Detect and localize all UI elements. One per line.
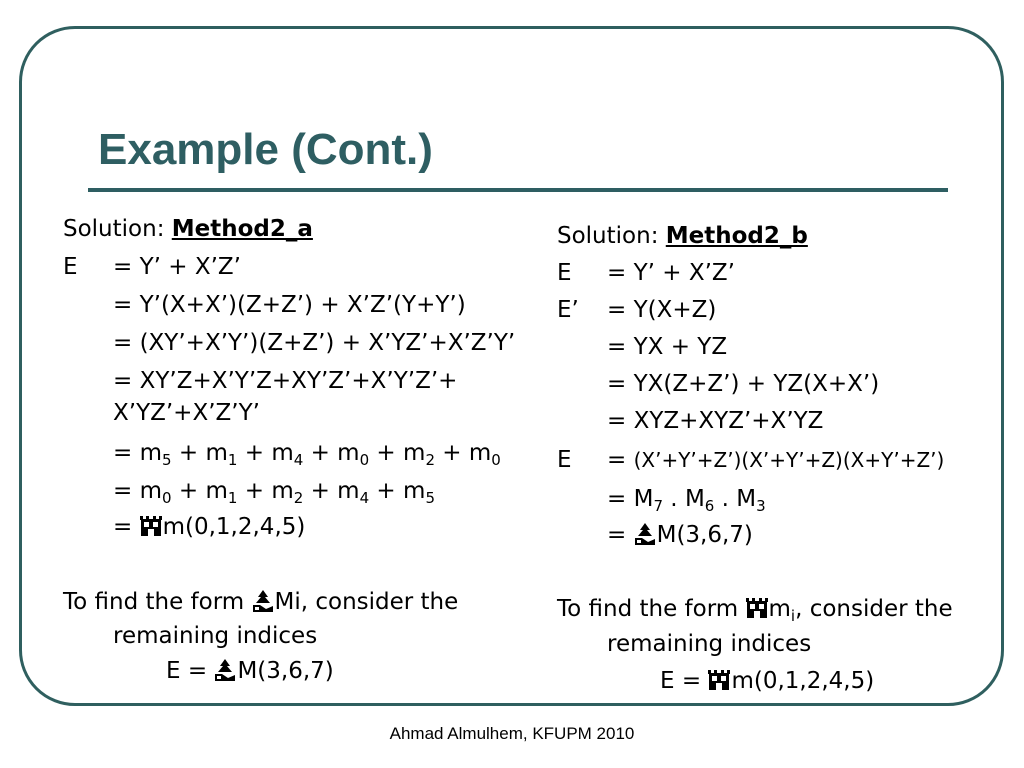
term-symbol: M xyxy=(684,486,705,512)
method-name: Method2_a xyxy=(171,216,313,242)
slide-title: Example (Cont.) xyxy=(98,125,433,174)
left-minterms-2 xyxy=(113,475,435,507)
method-name: Method2_b xyxy=(665,223,808,249)
result-eq: E = xyxy=(660,668,709,694)
right-line-6 xyxy=(607,444,944,476)
term-symbol: m xyxy=(271,478,294,504)
term-symbol: m xyxy=(139,478,162,504)
sigma-icon xyxy=(140,515,162,537)
term-subscript: 4 xyxy=(359,489,370,507)
term-subscript: 0 xyxy=(162,489,172,507)
pi-icon xyxy=(634,523,656,545)
eq-sign: = xyxy=(113,440,140,466)
left-column xyxy=(63,213,543,693)
eq-sign: = xyxy=(113,514,140,540)
sum-expression: m(0,1,2,4,5) xyxy=(162,514,306,540)
term-separator: . xyxy=(663,486,685,512)
right-remaining-line: remaining indices xyxy=(607,631,812,657)
find-text: To find the form xyxy=(557,596,746,622)
solution-label: Solution: xyxy=(63,216,172,242)
right-solution-line xyxy=(557,220,808,252)
left-remaining-line: remaining indices xyxy=(113,623,318,649)
term-subscript: 1 xyxy=(227,451,238,469)
right-maxterms xyxy=(607,483,766,515)
term-subscript: 1 xyxy=(227,489,238,507)
left-line-3: = (XY’+X’Y’)(Z+Z’) + X’YZ’+X’Z’Y’ xyxy=(113,330,516,356)
pi-icon xyxy=(252,590,274,612)
term-subscript: 3 xyxy=(756,497,766,515)
term-symbol: m xyxy=(139,440,162,466)
term-subscript: 4 xyxy=(293,451,304,469)
term-subscript: 7 xyxy=(653,497,663,515)
term-separator: + xyxy=(434,440,469,466)
prod-expression: M(3,6,7) xyxy=(656,522,753,548)
left-find-line xyxy=(63,586,458,618)
title-underline xyxy=(88,188,948,192)
right-line-2-var: E’ xyxy=(557,297,579,323)
term-symbol: m xyxy=(337,478,360,504)
right-line-3: = YX + YZ xyxy=(607,334,728,360)
left-line-2: = Y’(X+X’)(Z+Z’) + X’Z’(Y+Y’) xyxy=(113,292,466,318)
term-separator: + xyxy=(369,440,404,466)
sigma-icon xyxy=(708,669,730,691)
term-symbol: m xyxy=(468,440,492,466)
term-separator: + xyxy=(237,478,272,504)
term-symbol: m xyxy=(403,440,426,466)
maxterm-product: (X’+Y’+Z’)(X’+Y’+Z)(X+Y’+Z’) xyxy=(633,448,945,472)
term-separator: + xyxy=(369,478,404,504)
left-minterms-1 xyxy=(113,437,501,469)
right-result-line xyxy=(660,665,874,697)
right-line-2-expr: = Y(X+Z) xyxy=(607,297,717,323)
left-line-4a: = XY’Z+X’Y’Z+XY’Z’+X’Y’Z’+ xyxy=(113,368,458,394)
left-line-1-expr: = Y’ + X’Z’ xyxy=(113,254,241,280)
term-subscript: 5 xyxy=(425,489,435,507)
minterm-list xyxy=(139,478,435,507)
term-separator: + xyxy=(303,440,338,466)
term-symbol: m xyxy=(205,440,228,466)
slide-footer: Ahmad Almulhem, KFUPM 2010 xyxy=(389,724,635,743)
term-separator: + xyxy=(171,440,206,466)
maxterm-list xyxy=(633,486,766,515)
right-line-1-expr: = Y’ + X’Z’ xyxy=(607,260,735,286)
right-line-4: = YX(Z+Z’) + YZ(X+X’) xyxy=(607,371,880,397)
result-eq: E = xyxy=(166,658,215,684)
right-column xyxy=(557,220,997,700)
result-expression: M(3,6,7) xyxy=(237,658,334,684)
expr-var: E xyxy=(63,254,78,280)
sigma-icon xyxy=(746,597,768,619)
find-text: To find the form xyxy=(63,589,252,615)
term-symbol: m xyxy=(337,440,360,466)
find-text-end: Mi, consider the xyxy=(274,589,459,615)
left-solution-line xyxy=(63,213,313,245)
left-line-1 xyxy=(63,251,78,283)
term-subscript: 2 xyxy=(293,489,304,507)
result-expression: m(0,1,2,4,5) xyxy=(731,668,875,694)
term-subscript: 2 xyxy=(425,451,435,469)
pi-icon xyxy=(214,659,236,681)
term-symbol: M xyxy=(736,486,757,512)
left-line-4b: X’YZ’+X’Z’Y’ xyxy=(113,400,260,426)
eq-sign: = xyxy=(607,522,634,548)
term-symbol: M xyxy=(633,486,654,512)
find-subscript: i xyxy=(790,607,796,625)
term-separator: + xyxy=(237,440,272,466)
term-subscript: 5 xyxy=(162,451,172,469)
left-sum-line xyxy=(113,511,305,543)
term-separator: + xyxy=(171,478,206,504)
right-find-line xyxy=(557,593,953,625)
term-subscript: 0 xyxy=(359,451,370,469)
eq-sign: = xyxy=(607,486,634,512)
term-symbol: m xyxy=(271,440,294,466)
right-line-5: = XYZ+XYZ’+X’YZ xyxy=(607,408,824,434)
term-separator: . xyxy=(714,486,737,512)
find-m: m xyxy=(768,596,791,622)
right-line-6-var: E xyxy=(557,447,572,473)
right-prod-line xyxy=(607,519,753,551)
eq-sign: = xyxy=(607,447,634,473)
find-text-end: , consider the xyxy=(795,596,953,622)
term-symbol: m xyxy=(205,478,228,504)
term-separator: + xyxy=(303,478,338,504)
term-symbol: m xyxy=(403,478,426,504)
term-subscript: 6 xyxy=(704,497,715,515)
left-result-line xyxy=(166,655,334,687)
minterm-list xyxy=(139,440,501,469)
eq-sign: = xyxy=(113,478,140,504)
term-subscript: 0 xyxy=(491,451,501,469)
solution-label: Solution: xyxy=(557,223,666,249)
right-line-1-var: E xyxy=(557,260,572,286)
